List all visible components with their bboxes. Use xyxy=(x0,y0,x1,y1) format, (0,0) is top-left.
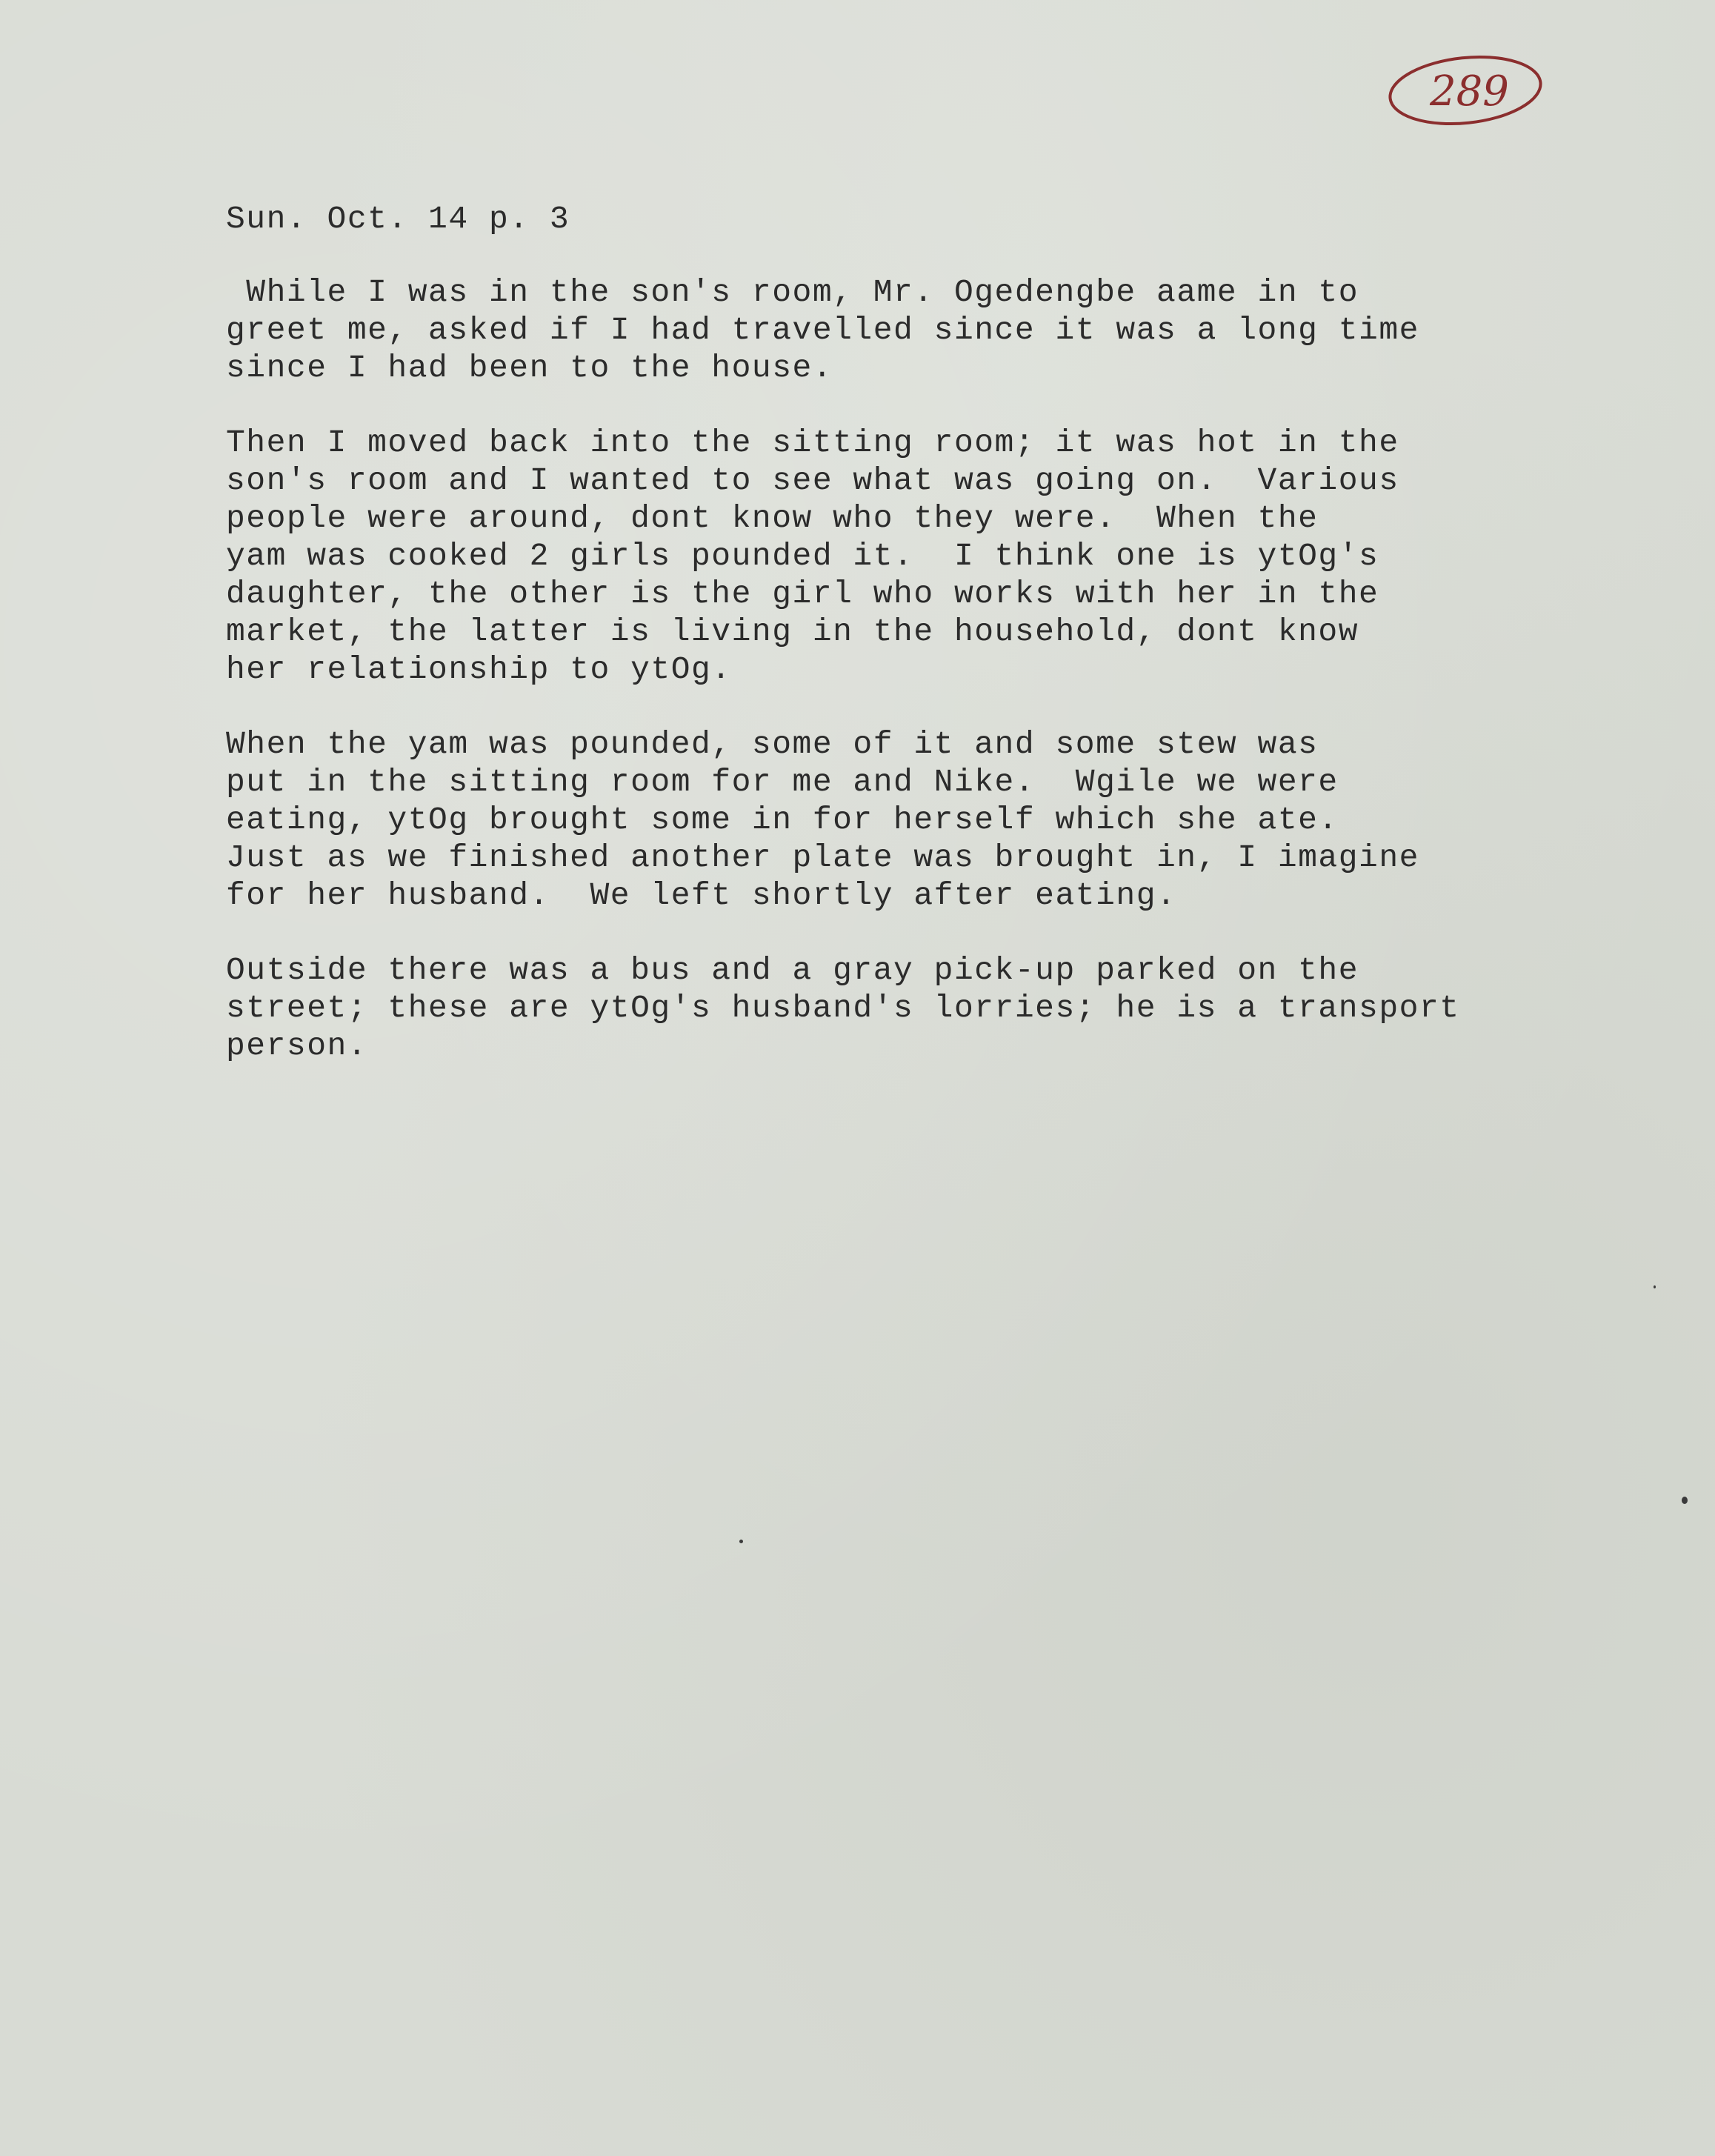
folio-text: 289 xyxy=(1430,67,1509,116)
typed-text-block xyxy=(226,200,1634,1102)
text-line: son's room and I wanted to see what was going on. Various xyxy=(226,462,1399,499)
text-line: yam was cooked 2 girls pounded it. I think one is ytOg's xyxy=(226,538,1379,574)
page-heading: Sun. Oct. 14 p. 3 xyxy=(226,201,570,237)
paragraph-3 xyxy=(226,725,1634,914)
paragraph-4 xyxy=(226,951,1634,1065)
folio-number-circled xyxy=(1384,50,1547,129)
text-line: greet me, asked if I had travelled since it was a long time xyxy=(226,312,1419,348)
text-line: daughter, the other is the girl who works with her in the xyxy=(226,576,1379,612)
text-line: While I was in the son's room, Mr. Ogedengbe aame in to xyxy=(226,274,1359,310)
paper-speck xyxy=(1682,1497,1688,1504)
text-line: her relationship to ytOg. xyxy=(226,651,732,688)
text-line: street; these are ytOg's husband's lorries; he is a transport xyxy=(226,990,1460,1026)
text-line: Outside there was a bus and a gray pick-up parked on the xyxy=(226,952,1359,988)
paragraph-2 xyxy=(226,424,1634,688)
folio-circle-icon xyxy=(1384,50,1547,129)
text-line: Then I moved back into the sitting room; it was hot in the xyxy=(226,425,1399,461)
text-line: since I had been to the house. xyxy=(226,350,833,386)
text-line: market, the latter is living in the household, dont know xyxy=(226,613,1359,650)
paragraph-1 xyxy=(226,273,1634,387)
paper-speck xyxy=(1654,1285,1656,1288)
text-line: When the yam was pounded, some of it and some stew was xyxy=(226,726,1319,762)
text-line: Just as we finished another plate was brought in, I imagine xyxy=(226,839,1419,876)
text-line: person. xyxy=(226,1028,368,1064)
text-line: eating, ytOg brought some in for herself which she ate. xyxy=(226,802,1339,838)
text-line: for her husband. We left shortly after eating. xyxy=(226,877,1177,914)
text-line: people were around, dont know who they were. When the xyxy=(226,500,1319,536)
paper-speck xyxy=(739,1540,743,1543)
text-line: put in the sitting room for me and Nike. Wgile we were xyxy=(226,764,1339,800)
